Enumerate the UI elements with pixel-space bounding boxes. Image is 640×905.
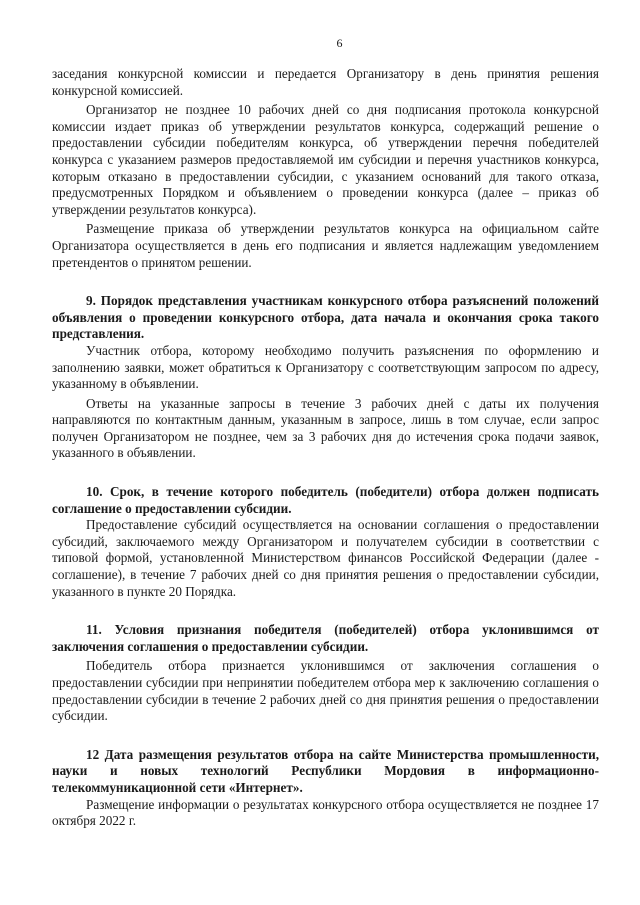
section-9-paragraph: Участник отбора, которому необходимо получить разъяснения по оформлению и заполнению заявки, может обратиться к Организатору с соответствующим запросом по адресу, указанному в объявлении. (52, 342, 599, 392)
paragraph-order-issuance: Организатор не позднее 10 рабочих дней со дня подписания протокола конкурсной комиссии издает приказ об утверждении результатов конкурса, содержащий решение о предоставлении субсидии победителям конкурса, об утверждении перечня победителей конкурса с указанием размеров предоставляемой им субсидии и перечня участников конкурса, которым отказано в предоставлении субсидии, с указанием оснований для такого отказа, предусмотренных Порядком и объявлением о проведении конкурса (далее – приказ об утверждении результатов конкурса). (52, 102, 599, 217)
section-9-paragraph: Ответы на указанные запросы в течение 3 рабочих дней с даты их получения направляются по контактным данным, указанным в запросе, лишь в том случае, если запрос получен Организатором не позднее, чем за 3 рабочих дня до истечения срока подачи заявок, указанного в объявлении. (52, 395, 599, 461)
paragraph-order-publication: Размещение приказа об утверждении результатов конкурса на официальном сайте Организатора осуществляется в день его подписания и является надлежащим уведомлением претендентов о принятом решении. (52, 221, 599, 270)
section-11-paragraph: Победитель отбора признается уклонившимся от заключения соглашения о предоставлении субсидии при непринятии победителем отбора мер к заключению соглашения о предоставлении субсидии в течение 2 рабочих дней со дня принятия решения о предоставлении субсидии. (52, 658, 599, 724)
section-10-paragraph: Предоставление субсидий осуществляется на основании соглашения о предоставлении субсидий, заключаемого между Организатором и получателем субсидии в соответствии с типовой формой, установленной Министерством финансов Российской Федерации (далее - соглашение), в течение 7 рабочих дней со дня принятия решения о предоставлении субсидии, указанного в пункте 20 Порядка. (52, 517, 599, 599)
paragraph-continuation: заседания конкурсной комиссии и передается Организатору в день принятия решения конкурсной комиссией. (52, 66, 599, 98)
section-9-heading: 9. Порядок представления участникам конкурсного отбора разъяснений положений объявления о проведении конкурсного отбора, дата начала и окончания срока такого представления. (52, 293, 599, 342)
document-page (52, 36, 599, 830)
section-11-heading: 11. Условия признания победителя (победителей) отбора уклонившимся от заключения соглашения о предоставлении субсидии. (52, 622, 599, 654)
page-number: 6 (336, 36, 343, 50)
section-10-heading: 10. Срок, в течение которого победитель (победители) отбора должен подписать соглашение о предоставлении субсидии. (52, 484, 599, 516)
section-12-heading: 12 Дата размещения результатов отбора на сайте Министерства промышленности, науки и новых технологий Республики Мордовия в информационно-телекоммуникационной сети «Интернет». (52, 746, 599, 795)
section-12-paragraph: Размещение информации о результатах конкурсного отбора осуществляется не позднее 17 октября 2022 г. (52, 796, 599, 829)
